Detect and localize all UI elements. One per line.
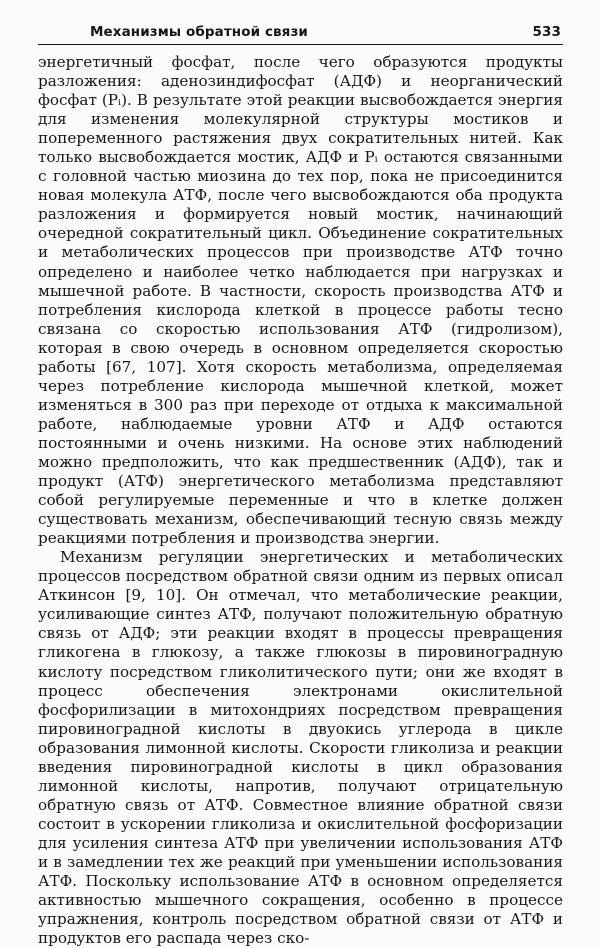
paragraph-1: энергетичный фосфат, после чего образуются продукты разложения: аденозиндифосфат (АДФ) и неорганический фосфат (Pᵢ). В результате этой реакции высвобождается энергия для изменения молекулярной структуры мостиков и попеременного растяжения двух сократительных нитей. Как только высвобождается мостик, АДФ и Pᵢ остаются связанными с головной частью миозина до тех пор, пока не присоединится новая молекула АТФ, после чего высвобождаются оба продукта разложения и формируется новый мостик, начинающий очередной сократительный цикл. Объединение сократительных и метаболических процессов при производстве АТФ точно определено и наиболее четко наблюдается при нагрузках и мышечной работе. В частности, скорость производства АТФ и потребления кислорода клеткой в процессе работы тесно связана со скоростью использования АТФ (гидролизом), которая в свою очередь в основном определяется скоростью работы [67, 107]. Хотя скорость метаболизма, определяемая через потребление кислорода мышечной клеткой, может изменяться в 300 раз при переходе от отдыха к максимальной работе, наблюдаемые уровни АТФ и АДФ остаются постоянными и очень низкими. На основе этих наблюдений можно предположить, что как предшественник (АДФ), так и продукт (АТФ) энергетического метаболизма представляют собой регулируемые переменные и что в клетке должен существовать механизм, обеспечивающий тесную связь между реакциями потребления и производства энергии. [38,53,563,548]
paragraph-2: Механизм регуляции энергетических и метаболических процессов посредством обратной связи одним из первых описал Аткинсон [9, 10]. Он отмечал, что метаболические реакции, усиливающие синтез АТФ, получают положительную обратную связь от АДФ; эти реакции входят в процессы превращения гликогена в глюкозу, а также глюкозы в пировиноградную кислоту посредством гликолитического пути; они же входят в процесс обеспечения электронами окислительной фосфорилизации в митохондриях посредством превращения пировиноградной кислоты в двуокись углерода в цикле образования лимонной кислоты. Скорости гликолиза и реакции введения пировиноградной кислоты в цикл образования лимонной кислоты, напротив, получают отрицательную обратную связь от АТФ. Совместное влияние обратной связи состоит в ускорении гликолиза и окислительной фосфоризации для усиления синтеза АТФ при увеличении использования АТФ и в замедлении тех же реакций при уменьшении использования АТФ. Поскольку использование АТФ в основном определяется активностью мышечного сокращения, особенно в процессе упражнения, контроль посредством обратной связи от АТФ и продуктов его распада через ско- [38,548,563,948]
body-text [38,53,563,948]
running-header [38,24,563,45]
book-page [38,24,563,948]
page-number: 533 [532,24,561,40]
running-title: Механизмы обратной связи [90,24,308,40]
